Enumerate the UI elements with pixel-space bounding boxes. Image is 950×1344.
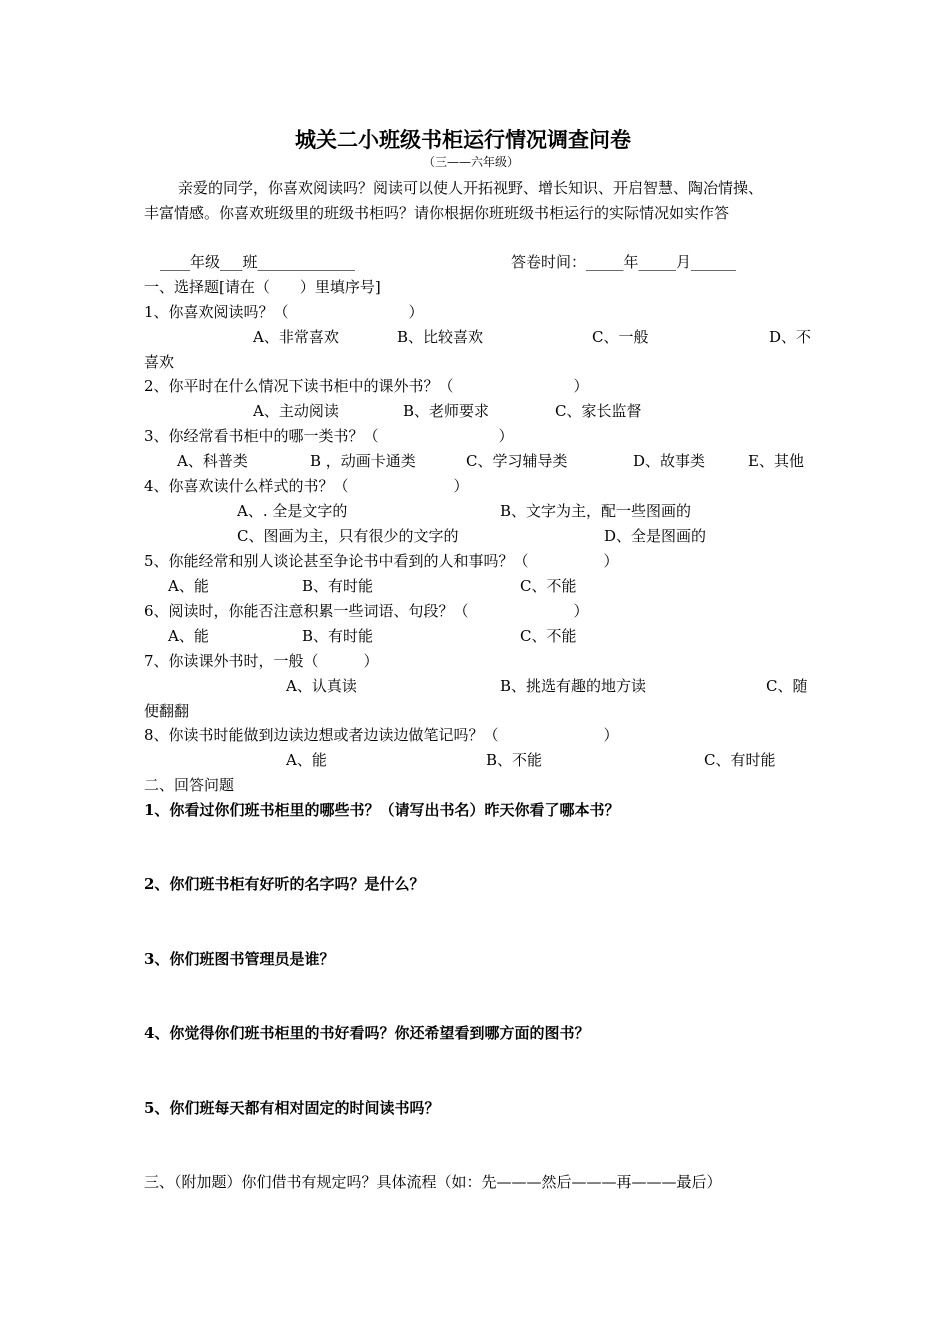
q8-text: 8、你读书时能做到边读边想或者边读边做笔记吗？（ ） [144,726,619,744]
q7-option-c[interactable]: C、随 [766,677,808,695]
intro-line-2: 丰富情感。你喜欢班级里的班级书柜吗？请你根据你班班级书柜运行的实际情况如实作答 [144,204,730,222]
q5-option-c[interactable]: C、不能 [520,577,577,595]
q4-option-b[interactable]: B、文字为主，配一些图画的 [500,502,692,520]
q1-option-a[interactable]: A、非常喜欢 [253,328,339,346]
q1-option-d-wrap: 喜欢 [144,353,175,371]
q6-option-c[interactable]: C、不能 [520,627,577,645]
q6-option-b[interactable]: B、有时能 [302,627,374,645]
q3-text: 3、你经常看书柜中的哪一类书？（ ） [144,427,514,445]
q8-option-b[interactable]: B、不能 [486,751,543,769]
q7-option-c-wrap: 便翻翻 [144,702,190,720]
q3-option-b[interactable]: B ，动画卡通类 [310,452,416,470]
q7-option-b[interactable]: B、挑选有趣的地方读 [500,677,647,695]
q1-option-c[interactable]: C、一般 [592,328,649,346]
section2-q5: 5、你们班每天都有相对固定的时间读书吗？ [144,1099,440,1117]
q3-option-a[interactable]: A、科普类 [177,452,248,470]
q2-option-c[interactable]: C、家长监督 [555,402,642,420]
q1-option-b[interactable]: B、比较喜欢 [397,328,484,346]
q4-option-c[interactable]: C、图画为主，只有很少的文字的 [237,527,459,545]
q8-option-c[interactable]: C、有时能 [704,751,776,769]
section3-heading: 三、（附加题）你们借书有规定吗？具体流程（如：先———然后———再———最后） [144,1173,722,1191]
q6-text: 6、阅读时，你能否注意积累一些词语、句段？（ ） [144,602,589,620]
q7-option-a[interactable]: A、认真读 [286,677,357,695]
q4-option-a[interactable]: A、. 全是文字的 [237,502,348,520]
page-title: 城关二小班级书柜运行情况调查问卷 [295,127,631,152]
q5-text: 5、你能经常和别人谈论甚至争论书中看到的人和事吗？（ ） [144,552,619,570]
section2-q2: 2、你们班书柜有好听的名字吗？是什么？ [144,875,425,893]
section1-heading: 一、选择题[请在（ ）里填序号] [144,278,381,296]
q8-option-a[interactable]: A、能 [286,751,327,769]
q1-text: 1、你喜欢阅读吗？（ ） [144,303,424,321]
section2-q3: 3、你们班图书管理员是谁？ [144,950,335,968]
intro-line-1: 亲爱的同学，你喜欢阅读吗？阅读可以使人开拓视野、增长知识、开启智慧、陶冶情操、 [178,179,764,197]
class-field[interactable]: ____年级___班_____________ [160,253,356,271]
q3-option-c[interactable]: C、学习辅导类 [466,452,568,470]
section2-heading: 二、回答问题 [144,776,235,794]
section2-q4: 4、你觉得你们班书柜里的书好看吗？你还希望看到哪方面的图书？ [144,1024,590,1042]
q2-text: 2、你平时在什么情况下读书柜中的课外书？（ ） [144,377,589,395]
q2-option-b[interactable]: B、老师要求 [403,402,490,420]
q3-option-d[interactable]: D、故事类 [633,452,706,470]
q3-option-e[interactable]: E、其他 [748,452,804,470]
q5-option-b[interactable]: B、有时能 [302,577,374,595]
q7-text: 7、你读课外书时，一般（ ） [144,652,379,670]
q6-option-a[interactable]: A、能 [168,627,209,645]
q4-text: 4、你喜欢读什么样式的书？（ ） [144,477,469,495]
page-subtitle: （三——六年级） [423,155,520,169]
q1-option-d[interactable]: D、不 [769,328,812,346]
q4-option-d[interactable]: D、全是图画的 [604,527,707,545]
answer-time-field[interactable]: 答卷时间：_____年_____月______ [511,253,737,271]
q2-option-a[interactable]: A、主动阅读 [253,402,339,420]
q5-option-a[interactable]: A、能 [168,577,209,595]
section2-q1: 1、你看过你们班书柜里的哪些书？（请写出书名）昨天你看了哪本书？ [144,801,620,819]
